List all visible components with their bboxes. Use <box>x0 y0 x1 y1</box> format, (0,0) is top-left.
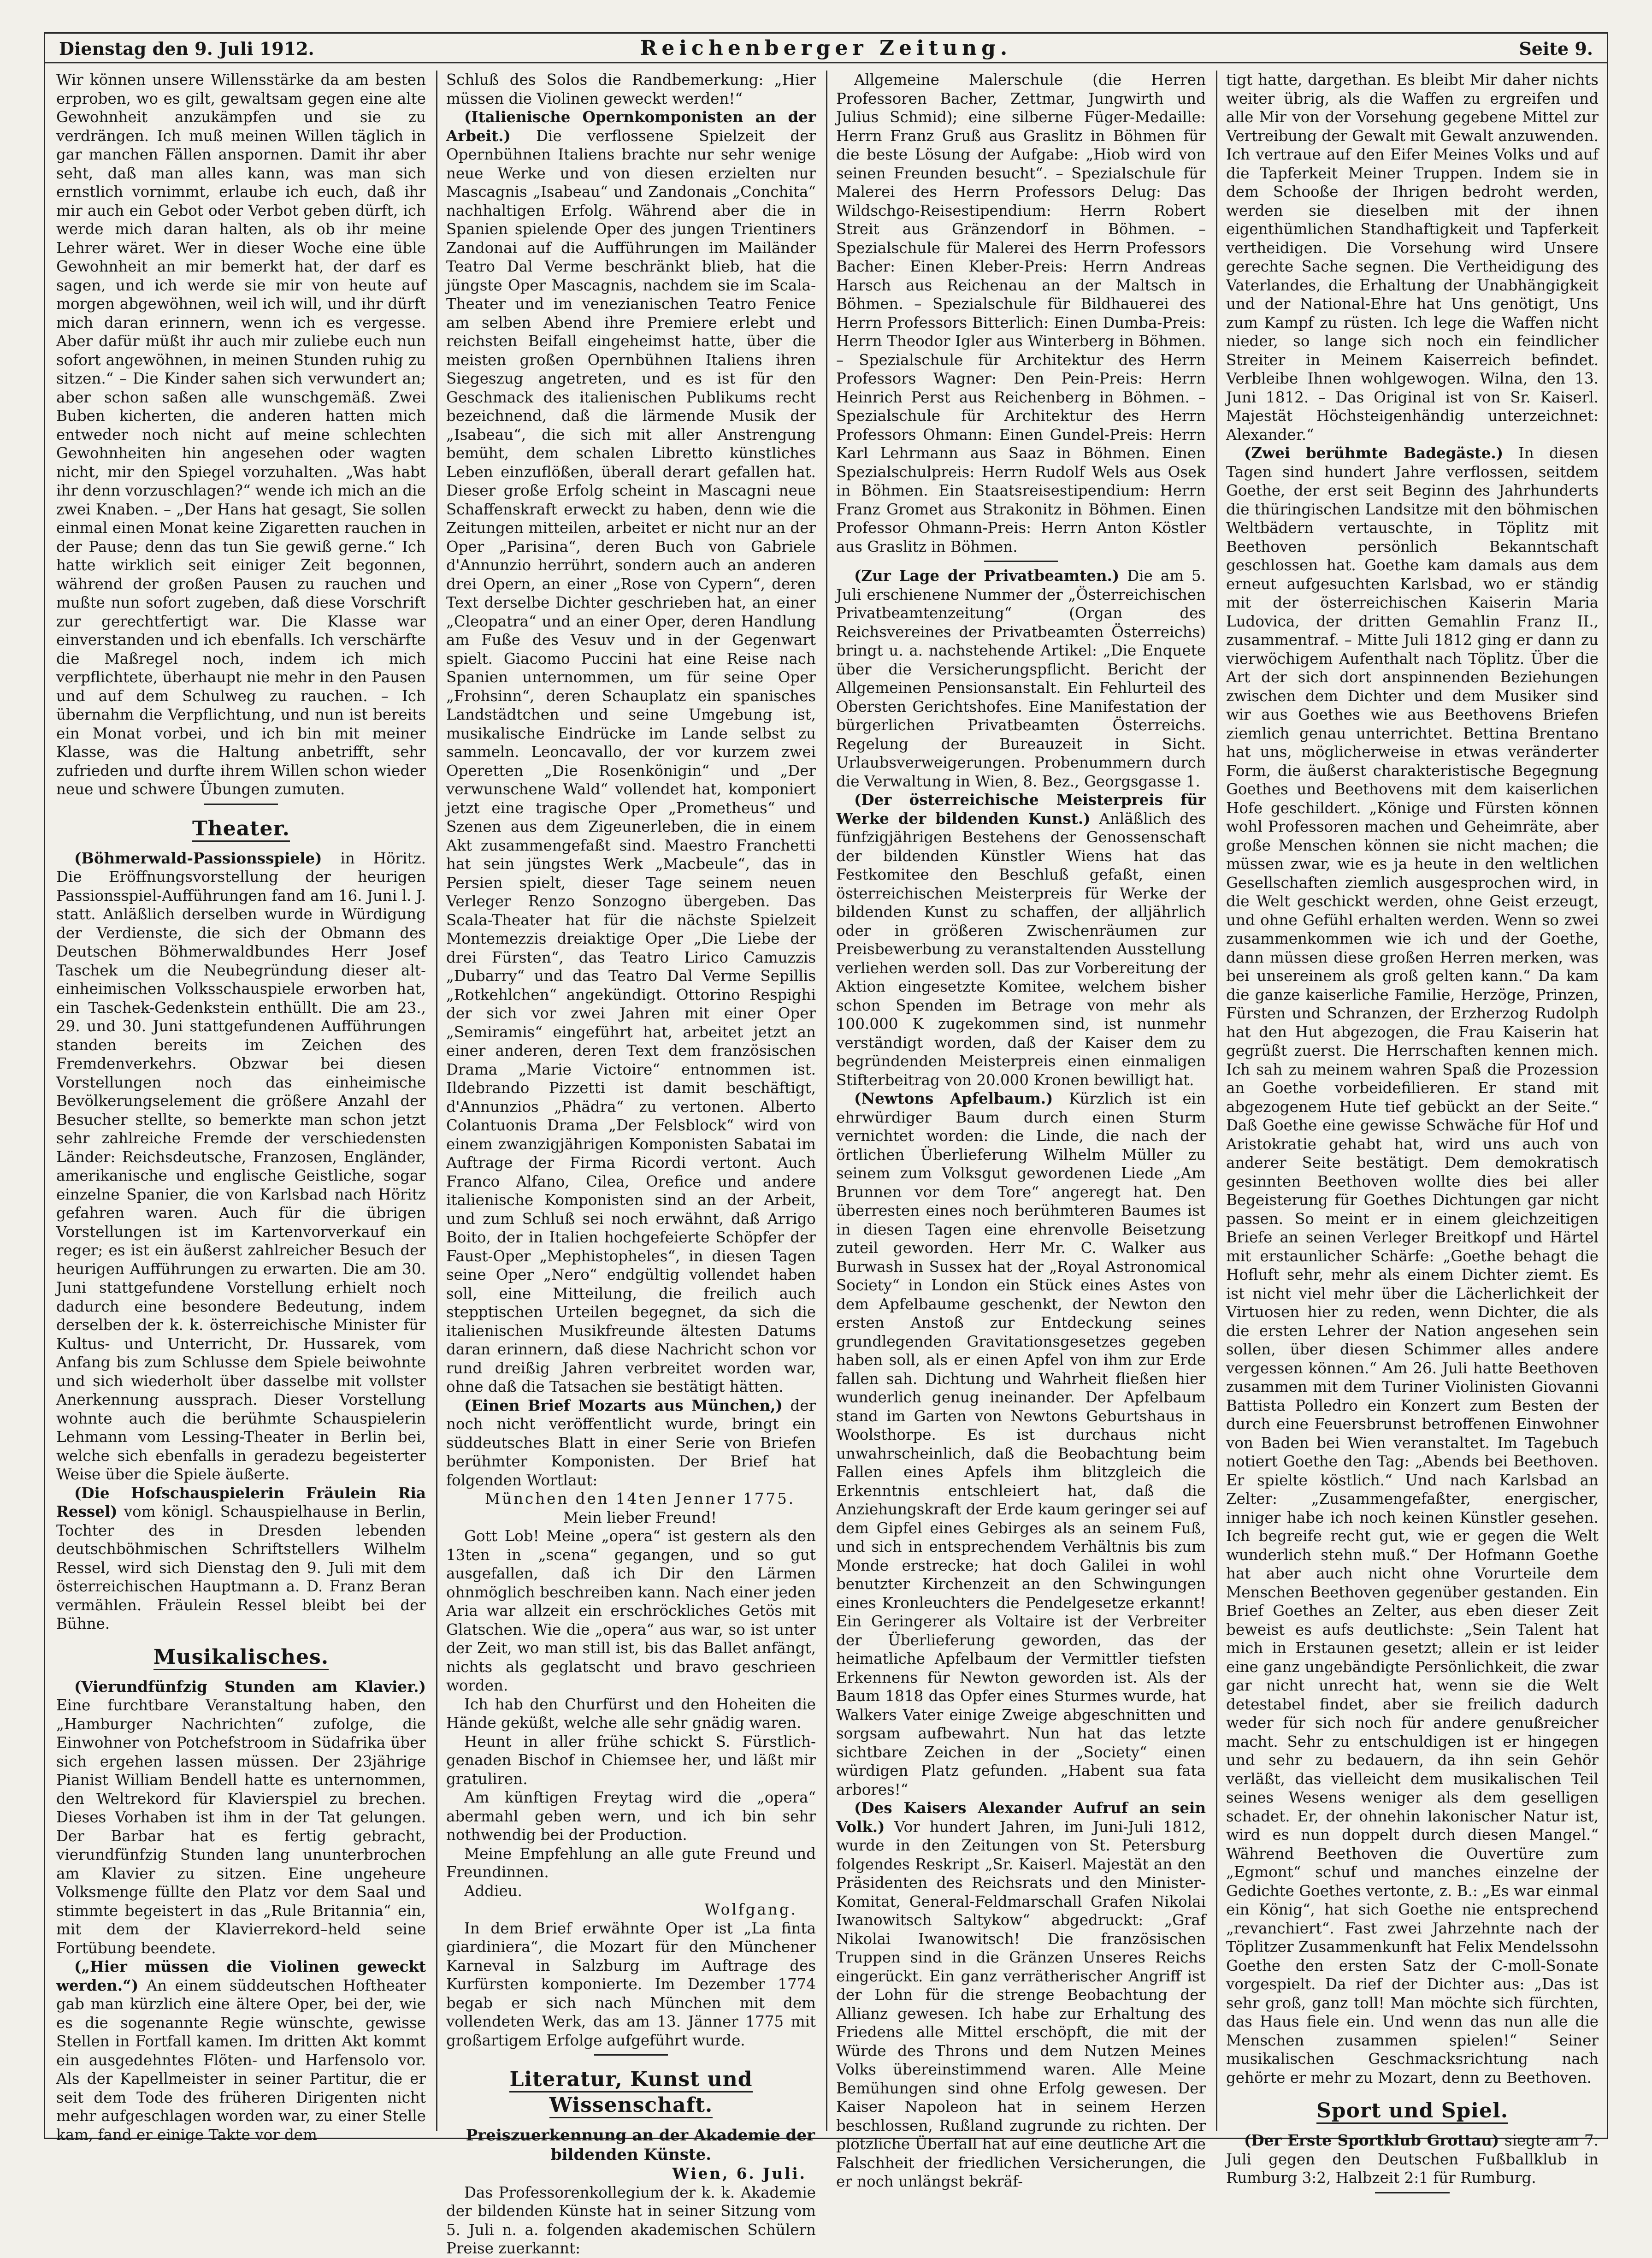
article-paragraph: In dem Brief erwähnte Oper ist „La finta giardiniera“, die Mozart für den Münchener Karneval in Salzburg im Auftrage des Kurfürsten komponierte. Im Dezember 1774 begab er sich nach München mit dem vollendeten Werk, das am 13. Jänner 1775 mit großartigem Erfolge aufgeführt wurde. <box>446 1919 816 2049</box>
article-paragraph: (Die Hofschauspielerin Fräulein Ria Ressel) vom königl. Schauspielhause in Berlin, Tochter des in Dresden lebenden deutschböhmischen Schriftstellers Wilhelm Ressel, wird sich Dienstag den 9. Juli mit dem österreichischen Hauptmann a. D. Franz Beran vermählen. Fräulein Ressel bleibt bei der Bühne. <box>56 1484 426 1632</box>
dateline: Wien, 6. Juli. <box>672 2164 807 2182</box>
letter-paragraph: Meine Empfehlung an alle gute Freund und Freundinnen. <box>446 1844 816 1881</box>
article-paragraph: (Des Kaisers Alexander Aufruf an sein Volk.) Vor hundert Jahren, im Juni-Juli 1812, wurde in den Zeitungen von St. Petersburg folgendes Reskript „Sr. Kaiserl. Majestät an den Präsidenten des Reichsrats und den Minister-Komitat, General-Feldmarschall Grafen Nikolai Iwanowitsch Saltykow“ abgedruckt: „Graf Nikolai Iwanowitsch! Die französischen Truppen sind in die Gränzen Unseres Reichs eingerückt. Ein ganz verrätherischer Angriff ist der Lohn für die strenge Beobachtung der Allianz gewesen. Ich habe zur Erhaltung des Friedens alle Mittel erschöpft, die mit der Würde des Throns und dem Nutzen Meines Volks übereinstimmend waren. Alle Meine Bemühungen sind ohne Erfolg gewesen. Der Kaiser Napoleon hat in seinem Herzen beschlossen, Rußland zugrunde zu richten. Der plötzliche Überfall hat auf eine deutliche Art die Falschheit der friedlichen Versicherungen, die er noch unlängst bekräf- <box>836 1799 1206 2190</box>
page-header <box>45 34 1607 64</box>
article-paragraph: Allgemeine Malerschule (die Herren Professoren Bacher, Zettmar, Jungwirth und Julius Schmid); eine silberne Füger-Medaille: Herrn Franz Gruß aus Graslitz in Böhmen für die beste Lösung der Aufgabe: „Hiob wird von seinen Freunden besucht“. – Spezialschule für Malerei des Herrn Professors Delug: Das Wildschgo-Reisestipendium: Herrn Robert Streit aus Gränzendorf in Böhmen. – Spezialschule für Malerei des Herrn Professors Bacher: Einen Kleber-Preis: Herrn Andreas Harsch aus Reichenau an der Maltsch in Böhmen. – Spezialschule für Bildhauerei des Herrn Professors Bitterlich: Einen Dumba-Preis: Herrn Theodor Igler aus Winterberg in Böhmen. – Spezialschule für Architektur des Herrn Professors Wagner: Den Pein-Preis: Herrn Heinrich Perst aus Reichenberg in Böhmen. – Spezialschule für Architektur des Herrn Professors Ohmann: Einen Gundel-Preis: Herrn Karl Lehrmann aus Saaz in Böhmen. Einen Spezialschulpreis: Herrn Rudolf Wels aus Osek in Böhmen. Ein Staatsreisestipendium: Herrn Franz Gromet aus Strakonitz in Böhmen. Einen Professor Ohmann-Preis: Herrn Anton Köstler aus Graslitz in Böhmen. <box>836 71 1206 556</box>
letter-paragraph: Heunt in aller frühe schickt S. Fürstlich-genaden Bischof in Chiemsee her, und läßt mir gratuliren. <box>446 1732 816 1788</box>
masthead: Reichenberger Zeitung. <box>640 36 1012 60</box>
article-paragraph: (Vierundfünfzig Stunden am Klavier.) Eine furchtbare Veranstaltung haben, den „Hamburger Nachrichten“ zufolge, die Einwohner von Potchefstroom in Südafrika über sich ergehen lassen müssen. Der 23jährige Pianist William Bendell hatte es unternommen, den Weltrekord für Klavierspiel zu brechen. Dieses Vorhaben ist ihm in der Tat gelungen. Der Barbar hat es fertig gebracht, vierundfünfzig Stunden lang ununterbrochen am Klavier zu sitzen. Eine ungeheure Volksmenge füllte den Platz vor dem Saal und stimmte begeistert in das „Rule Britannia“ ein, mit dem der Klavierrekord–held seine Fortübung beendete. <box>56 1677 426 1957</box>
article-paragraph: (Zur Lage der Privatbeamten.) Die am 5. Juli erschienene Nummer der „Österreichischen Privatbeamtenzeitung“ (Organ des Reichsvereines der Privatbeamten Österreichs) bringt u. a. nachstehende Artikel: „Die Enquete über die Versicherungspflicht. Bericht der Allgemeinen Pensionsanstalt. Ein Fehlurteil des Obersten Gerichtshofes. Eine Manifestation der bürgerlichen Privatbeamten Österreichs. Regelung der Bureauzeit in Sicht. Urlaubsverweigerungen. Probenummern durch die Verwaltung in Wien, 8. Bez., Georgsgasse 1. <box>836 567 1206 790</box>
page-number: Seite 9. <box>1519 38 1593 59</box>
column-3 <box>830 71 1212 2190</box>
divider <box>594 2054 668 2056</box>
letter-signature: Wolfgang. <box>704 1901 797 1918</box>
article-headline: Preiszuerkennung an der Akademie der bildenden Künste. <box>466 2126 815 2164</box>
column-rule <box>436 71 437 2131</box>
letter-paragraph: Addieu. <box>464 1882 522 1900</box>
column-rule <box>1216 71 1217 2131</box>
section-title-sport: Sport und Spiel. <box>1226 2098 1599 2124</box>
article-paragraph: (Böhmerwald-Passionsspiele) in Höritz. Die Eröffnungsvorstellung der heurigen Passionsspiel-Aufführungen fand am 16. Juni l. J. statt. Anläßlich derselben wurde in Würdigung der Verdienste, die sich der Obmann des Deutschen Böhmerwaldbundes Herr Josef Taschek um die Neubegründung dieser alt-einheimischen Volksschauspiele erworben hat, ein Taschek-Gedenkstein enthüllt. Die am 23., 29. und 30. Juni stattgefundenen Aufführungen standen bereits im Zeichen des Fremdenverkehrs. Obzwar bei diesen Vorstellungen noch das einheimische Bevölkerungselement die größere Anzahl der Besucher stellte, so bemerkte man schon jetzt sehr zahlreiche Fremde der verschiedensten Länder: Reichsdeutsche, Franzosen, Engländer, amerikanische und englische Geistliche, sogar einzelne Spanier, die von Karlsbad nach Höritz gefahren waren. Auch für die übrigen Vorstellungen ist im Kartenvorverkauf ein reger; es ist ein äußerst zahlreicher Besuch der heurigen Aufführungen zu erwarten. Die am 30. Juni stattgefundene Vorstellung erhielt noch dadurch eine besondere Bedeutung, indem derselben der k. k. österreichische Minister für Kultus- und Unterricht, Dr. Hussarek, vom Anfang bis zum Schlusse dem Spiele beiwohnte und sich wiederholt über dasselbe mit vollster Anerkennung aussprach. Dieser Vorstellung wohnte auch die berühmte Schauspielerin Lehmann vom Lessing-Theater in Berlin bei, welche sich ebenfalls in geradezu begeisterter Weise über die Spiele äußerte. <box>56 849 426 1483</box>
divider <box>1375 2192 1450 2193</box>
article-paragraph: (Newtons Apfelbaum.) Kürzlich ist ein ehrwürdiger Baum durch einen Sturm vernichtet worden: die Linde, die nach der örtlichen Überlieferung Wilhelm Müller zu seinem zum Volksgut gewordenen Liede „Am Brunnen vor dem Tore“ angeregt hat. Den überresten eines noch berühmteren Baumes ist in diesen Tagen eine ehrenvolle Beisetzung zuteil geworden. Herr Mr. C. Walker aus Burwash in Sussex hat der „Royal Astronomical Society“ in London ein Stück eines Astes von dem Apfelbaume geschenkt, der Newton den ersten Anstoß zur Entdeckung seines grundlegenden Gravitationsgesetzes gegeben haben soll, als er einen Apfel von ihm zur Erde fallen sah. Dichtung und Wahrheit fließen hier wunderlich genug ineinander. Der Apfelbaum stand im Garten von Newtons Geburtshaus in Woolsthorpe. Es ist durchaus nicht unwahrscheinlich, daß die Beobachtung beim Fallen eines Apfels ihm blitzgleich die Erkenntnis entschleiert hat, daß die Anziehungskraft der Erde kaum geringer sei auf dem Gipfel eines Gebirges als an seinem Fuß, und sich in entsprechendem Verhältnis bis zum Monde erstrecke; hat doch Galilei in wohl benutzter Kirchenzeit an den Schwingungen eines Kronleuchters die Pendelgesetze erkannt! Ein Geringerer als Voltaire ist der Verbreiter der Überlieferung geworden, das der heimatliche Apfelbaum der Vermittler tiefsten Erkennens für Newton geworden ist. Als der Baum 1818 das Opfer eines Sturmes wurde, hat Walkers Vater einige Zweige abgeschnitten und sorgsam aufbewahrt. Nun hat das letzte sichtbare Zeichen in der „Society“ einen würdigen Platz gefunden. „Habent sua fata arbores!“ <box>836 1089 1206 1798</box>
letter-paragraph: Ich hab den Churfürst und den Hoheiten die Hände geküßt, welche alle sehr gnädig waren. <box>446 1695 816 1732</box>
article-paragraph: Schluß des Solos die Randbemerkung: „Hier müssen die Violinen geweckt werden!“ <box>446 71 816 107</box>
article-paragraph: Das Professorenkollegium der k. k. Akademie der bildenden Künste hat in seiner Sitzung vom 5. Juli n. a. folgenden akademischen Schülern Preise zuerkannt: <box>446 2183 816 2257</box>
section-title-theater: Theater. <box>56 816 426 842</box>
article-paragraph: („Hier müssen die Violinen geweckt werden.“) An einem süddeutschen Hoftheater gab man kürzlich eine ältere Oper, bei der, wie es die sogenannte Regie wünschte, gewisse Stellen in Fortfall kamen. Im dritten Akt kommt ein ausgedehntes Flöten- und Harfensolo vor. Als der Kapellmeister in seiner Partitur, die er seit dem Tode des früheren Dirigenten nicht mehr aufgeschlagen worden war, zu einer Stelle kam, fand er einige Takte vor dem <box>56 1957 426 2144</box>
article-paragraph: (Der österreichische Meisterpreis für Werke der bildenden Kunst.) Anläßlich des fünfzigjährigen Bestehens der Genossenschaft der bildenden Künstler Wiens hat das Festkomitee den Beschluß gefaßt, einen österreichischen Meisterpreis für Werke der bildenden Kunst zu schaffen, der alljährlich oder in größeren Zwischenräumen zur Preisbewerbung zu veranstaltenden Ausstellung verliehen werden soll. Das zur Vorbereitung der Aktion eingesetzte Komitee, welchem bisher schon Spenden im Betrage von mehr als 100.000 K zugekommen sind, ist nunmehr verständigt worden, daß der Kaiser dem zu begründenden Meisterpreis einen einmaligen Stifterbeitrag von 20.000 Kronen bewilligt hat. <box>836 791 1206 1089</box>
column-4 <box>1220 71 1605 2187</box>
article-paragraph: (Italienische Opernkomponisten an der Arbeit.) Die verflossene Spielzeit der Opernbühnen Italiens brachte nur sehr wenige neue Werke und von diesen erzielten nur Mascagnis „Isabeau“ und Zandonais „Conchita“ nachhaltigen Erfolg. Während aber die in Spanien spielende Oper des jungen Trientiners Zandonai auf die Aufführungen im Mailänder Teatro Dal Verme beschränkt blieb, hat die jüngste Oper Mascagnis, nachdem sie im Scala-Theater und im venezianischen Teatro Fenice am selben Abend ihre Premiere erlebt und reichsten Beifall eingeheimst hatte, über die meisten großen Opernbühnen Italiens ihren Siegeszug angetreten, und es ist für den Geschmack des italienischen Publikums recht bezeichnend, daß die lärmende Musik der „Isabeau“, die sich mit aller Anstrengung bemüht, dem schalen Libretto künstliches Leben einzuflößen, überall derart gefallen hat. Dieser große Erfolg scheint in Mascagni neue Schaffenskraft erweckt zu haben, denn wie die Zeitungen mitteilen, arbeitet er nicht nur an der Oper „Parisina“, deren Buch von Gabriele d'Annunzio herrührt, sondern auch an anderen drei Opern, an einer „Rose von Cypern“, deren Text derselbe Dichter geschrieben hat, an einer „Cleopatra“ und an einer Oper, deren Handlung am Fuße des Vesuv und in der Gegenwart spielt. Giacomo Puccini hat eine Reise nach Spanien unternommen, um für seine Oper „Frohsinn“, deren Schauplatz ein spanisches Landstädtchen und seine Umgebung ist, musikalische Eindrücke im Lande selbst zu sammeln. Leoncavallo, der vor kurzem zwei Operetten „Die Rosenkönigin“ und „Der verwunschene Wald“ vollendet hat, komponiert jetzt eine tragische Oper „Prometheus“ und Szenen aus dem Zigeunerleben, die in einem Akt zusammengefaßt sind. Maestro Franchetti hat sein jüngstes Werk „Macbeule“, das in Persien spielt, dieser Tage seinem neuen Verleger Renzo Sonzogno übergeben. Das Scala-Theater hat für die nächste Spielzeit Montemezzis dreiaktige Oper „Die Liebe der drei Fürsten“, das Teatro Lirico Camuzzis „Dubarry“ und das Teatro Dal Verme Sepillis „Rotkehlchen“ angekündigt. Ottorino Respighi der sich vor zwei Jahren mit einer Oper „Semiramis“ eingeführt hat, arbeitet jetzt an einer anderen, deren Text dem französischen Drama „Marie Victoire“ entnommen ist. Ildebrando Pizzetti ist damit beschäftigt, d'Annunzios „Phädra“ zu vertonen. Alberto Colantuonis Drama „Der Felsblock“ wird von einem zwanzigjährigen Komponisten Sabatai im Auftrage der Firma Ricordi vertont. Auch Franco Alfano, Cilea, Orefice und andere italienische Komponisten sind an der Arbeit, und zum Schluß sei noch erwähnt, daß Arrigo Boito, der in Italien hochgefeierte Schöpfer der Faust-Oper „Mephistopheles“, in diesen Tagen seine Oper „Nero“ endgültig vollendet haben soll, eine Mitteilung, die freilich auch stepptischen Urteilen begegnet, da sich die italienischen Musikfreunde ältesten Datums daran erinnern, daß diese Nachricht schon vor rund dreißig Jahren verbreitet worden war, ohne daß die Tatsachen sie bestätigt hätten. <box>446 108 816 1395</box>
divider <box>984 561 1058 562</box>
letter-date: München den 14ten Jenner 1775. <box>484 1490 796 1507</box>
column-1 <box>50 71 432 2144</box>
letter-salutation: Mein lieber Freund! <box>563 1508 717 1526</box>
article-paragraph: tigt hatte, dargethan. Es bleibt Mir daher nichts weiter übrig, als die Waffen zu ergreifen und alle Mir von der Vorsehung gegebene Mittel zur Vertreibung der Gewalt mit Gewalt anzuwenden. Ich vertraue auf den Eifer Meines Volks und auf die Tapferkeit Meiner Truppen. Indem sie in dem Schooße der Ihrigen bedroht werden, werden sie dieselben mit der ihnen eigenthümlichen Standhaftigkeit und Tapferkeit vertheidigen. Die Vorsehung wird Unsere gerechte Sache segnen. Die Vertheidigung des Vaterlandes, die Erhaltung der Unabhängigkeit und der National-Ehre hat Uns genötigt, Uns zum Kampf zu rüsten. Ich lege die Waffen nicht nieder, so lange sich noch ein feindlicher Streiter in Meinem Kaiserreich befindet. Verbleibe Ihnen wohlgewogen. Wilna, den 13. Juni 1812. – Das Original ist von Sr. Kaiserl. Majestät Höchsteigenhändig unterzeichnet: Alexander.“ <box>1226 71 1599 443</box>
column-2 <box>440 71 822 2257</box>
letter-paragraph: Gott Lob! Meine „opera“ ist gestern als den 13ten in „scena“ gegangen, und so gut ausgefallen, daß ich Dir den Lärmen ohnmöglich beschreiben kann. Nach einer jeden Aria war allzeit ein erschröckliches Getös mit Glatschen. Wie die „opera“ aus war, so ist unter der Zeit, wo man still ist, bis das Ballet anfängt, nichts als geglatscht und bravo geschrieen worden. <box>446 1527 816 1694</box>
article-paragraph: (Der Erste Sportklub Grottau) siegte am 7. Juli gegen den Deutschen Fußballklub in Rumburg 3:2, Halbzeit 2:1 für Rumburg. <box>1226 2131 1599 2187</box>
column-rule <box>826 71 827 2131</box>
article-paragraph: (Einen Brief Mozarts aus München,) der noch nicht veröffentlicht wurde, bringt ein süddeutsches Blatt in einer Serie von Briefen berühmter Komponisten. Der Brief hat folgenden Wortlaut: <box>446 1396 816 1489</box>
divider <box>204 804 278 805</box>
section-title-music: Musikalisches. <box>56 1644 426 1670</box>
article-paragraph: Wir können unsere Willensstärke da am besten erproben, wo es gilt, gewaltsam gegen eine alte Gewohnheit anzukämpfen und sie zu verdrängen. Ich muß meinen Willen täglich in gar manchen Fällen anspornen. Damit ihr aber seht, daß man alles kann, was man sich ernstlich vornimmt, erlaube ich euch, daß ihr mir auch ein Gebot oder Verbot geben dürft, ich werde mich daran halten, als ob ihr meine Lehrer wäret. Wer in dieser Woche eine üble Gewohnheit an mir bemerkt hat, der darf es sagen, und ich werde sie mir von heute auf morgen abgewöhnen, weil ich will, und ihr dürft mich daran erinnern, wenn ich es vergesse. Aber dafür müßt ihr auch mir zuliebe euch nun sofort angewöhnen, in meinen Stunden ruhig zu sitzen.“ – Die Kinder sahen sich verwundert an; aber schon saßen alle wunschgemäß. Zwei Buben kicherten, die anderen hatten mich entweder noch nicht auf meine schlechten Gewohnheiten hin angesehen oder wagten nicht, mir den Spiegel vorzuhalten. „Was habt ihr denn vorzuschlagen?“ wende ich mich an die zwei Knaben. – „Der Hans hat gesagt, Sie sollen einmal einen Monat keine Zigaretten rauchen in der Pause; denn das tun Sie gewiß gerne.“ Ich hatte wirklich seit einiger Zeit begonnen, während der großen Pausen zu rauchen und mußte nun sofort zugeben, daß diese Vorschrift zur gerechtfertigt war. Die Klasse war einverstanden und ich ebenfalls. Ich verschärfte die Maßregel noch, indem ich mich verpflichtete, überhaupt nie mehr in den Pausen und auf dem Schulweg zu rauchen. – Ich übernahm die Verpflichtung, und nun ist bereits ein Monat vorbei, und ich bin mit meiner Klasse, was die Haltung anbetrifft, sehr zufrieden und durfte ihrem Willen schon wieder neue und schwere Übungen zumuten. <box>56 71 426 798</box>
header-date: Dienstag den 9. Juli 1912. <box>59 38 314 59</box>
letter-paragraph: Am künftigen Freytag wird die „opera“ abermahl geben wern, und ich bin sehr nothwendig bei der Production. <box>446 1789 816 1844</box>
section-title-literature: Literatur, Kunst und Wissenschaft. <box>446 2067 816 2118</box>
article-paragraph: (Zwei berühmte Badegäste.) In diesen Tagen sind hundert Jahre verflossen, seitdem Goethe, der erst seit Beginn des Jahrhunderts die thüringischen Landsitze mit den böhmischen Weltbädern vertauschte, in Töplitz mit Beethoven persönlich Bekanntschaft geschlossen hat. Goethe kam damals aus dem erneut aufgesuchten Karlsbad, wo er ständig mit der österreichischen Kaiserin Maria Ludovica, der dritten Gemahlin Franz II., zusammentraf. – Mitte Juli 1812 ging er dann zu vierwöchigem Aufenthalt nach Töplitz. Über die Art der sich dort anspinnenden Beziehungen zwischen dem Dichter und dem Musiker sind wir aus Goethes wie aus Beethovens Briefen ziemlich genau unterrichtet. Bettina Brentano hat uns, möglicherweise in etwas veränderter Form, die äußerst charakteristische Begegnung Goethes und Beethovens mit dem kaiserlichen Hofe geschildert. „Könige und Fürsten können wohl Professoren machen und Geheimräte, aber große Menschen können sie nicht machen; die müssen zwar, wie es ja heute in den weltlichen Gesellschaften ziemlich ausgesprochen wird, in die Welt geschickt werden, ohne Geist erzeugt, und ohne Gefühl erhalten werden. Wenn so zwei zusammenkommen wie ich und der Goethe, dann müssen diese großen Herren merken, was bei unsereinem als groß gelten kann.“ Da kam die ganze kaiserliche Familie, Herzöge, Prinzen, Fürsten und Schranzen, der Erzherzog Rudolph hat den Hut abgezogen, die Frau Kaiserin hat gegrüßt zuerst. Die Herrschaften kennen mich. Ich sah zu meinem wahren Spaß die Prozession an Goethe vorbeidefilieren. Er stand mit abgezogenem Hute tief gebückt an der Seite.“ Daß Goethe eine gewisse Schwäche für Hof und Aristokratie gehabt hat, wird uns auch von anderer Seite bestätigt. Dem demokratisch gesinnten Beethoven wollte dies bei aller Begeisterung für Goethes Dichtungen gar nicht passen. So meint er in einem gleichzeitigen Briefe an seinen Verleger Breitkopf und Härtel mit erstaunlicher Schärfe: „Goethe behagt die Hofluft sehr, mehr als einem Dichter ziemt. Es ist nicht viel mehr über die Lächerlichkeit der Virtuosen hier zu reden, wenn Dichter, die als die ersten Lehrer der Nation angesehen sein sollen, über diesen Schimmer alles andere vergessen können.“ Am 26. Juli hatte Beethoven zusammen mit dem Turiner Violinisten Giovanni Battista Polledro ein Konzert zum Besten der durch eine Feuersbrunst betroffenen Einwohner von Baden bei Wien veranstaltet. Im Tagebuch notiert Goethe den Tag: „Abends bei Beethoven. Er spielte köstlich.“ Und nach Karlsbad an Zelter: „Zusammengefaßter, energischer, inniger habe ich noch keinen Künstler gesehen. Ich begreife recht gut, wie er gegen die Welt wunderlich stehn muß.“ Der Hofmann Goethe hat aber auch nicht ohne Vorurteile dem Menschen Beethoven gegenüber gestanden. Ein Brief Goethes an Zelter, aus eben dieser Zeit beweist es aufs deutlichste: „Sein Talent hat mich in Erstaunen gesetzt; allein er ist leider eine ganz ungebändigte Persönlichkeit, die zwar gar nicht unrecht hat, wenn sie die Welt detestabel findet, aber sie freilich dadurch weder für sich noch für andere genußreicher macht. Sehr zu entschuldigen ist er hingegen und sehr zu bedauern, da ihn sein Gehör verläßt, das vielleicht dem musikalischen Teil seines Wesens weniger als dem geselligen schadet. Er, der ohnehin lakonischer Natur ist, wird es nun doppelt durch diesen Mangel.“ Während Beethoven die Ouvertüre zum „Egmont“ schuf und manches einzelne der Gedichte Goethes vertonte, z. B.: „Es war einmal ein König“, hat sich Goethe nie entsprechend „revanchiert“. Fast zwei Jahrzehnte nach der Töplitzer Zusammenkunft hat Felix Mendelssohn Goethe den ersten Satz der C-moll-Sonate vorgespielt. Da rief der Dichter aus: „Das ist sehr groß, ganz toll! Man möchte sich fürchten, das Haus fiele ein. Und wenn das nun alle die Menschen zusammen spielen!“ Seiner musikalischen Geschmacksrichtung nach gehörte er mehr zu Mozart, denn zu Beethoven. <box>1226 444 1599 2087</box>
newspaper-page <box>44 32 1608 2257</box>
